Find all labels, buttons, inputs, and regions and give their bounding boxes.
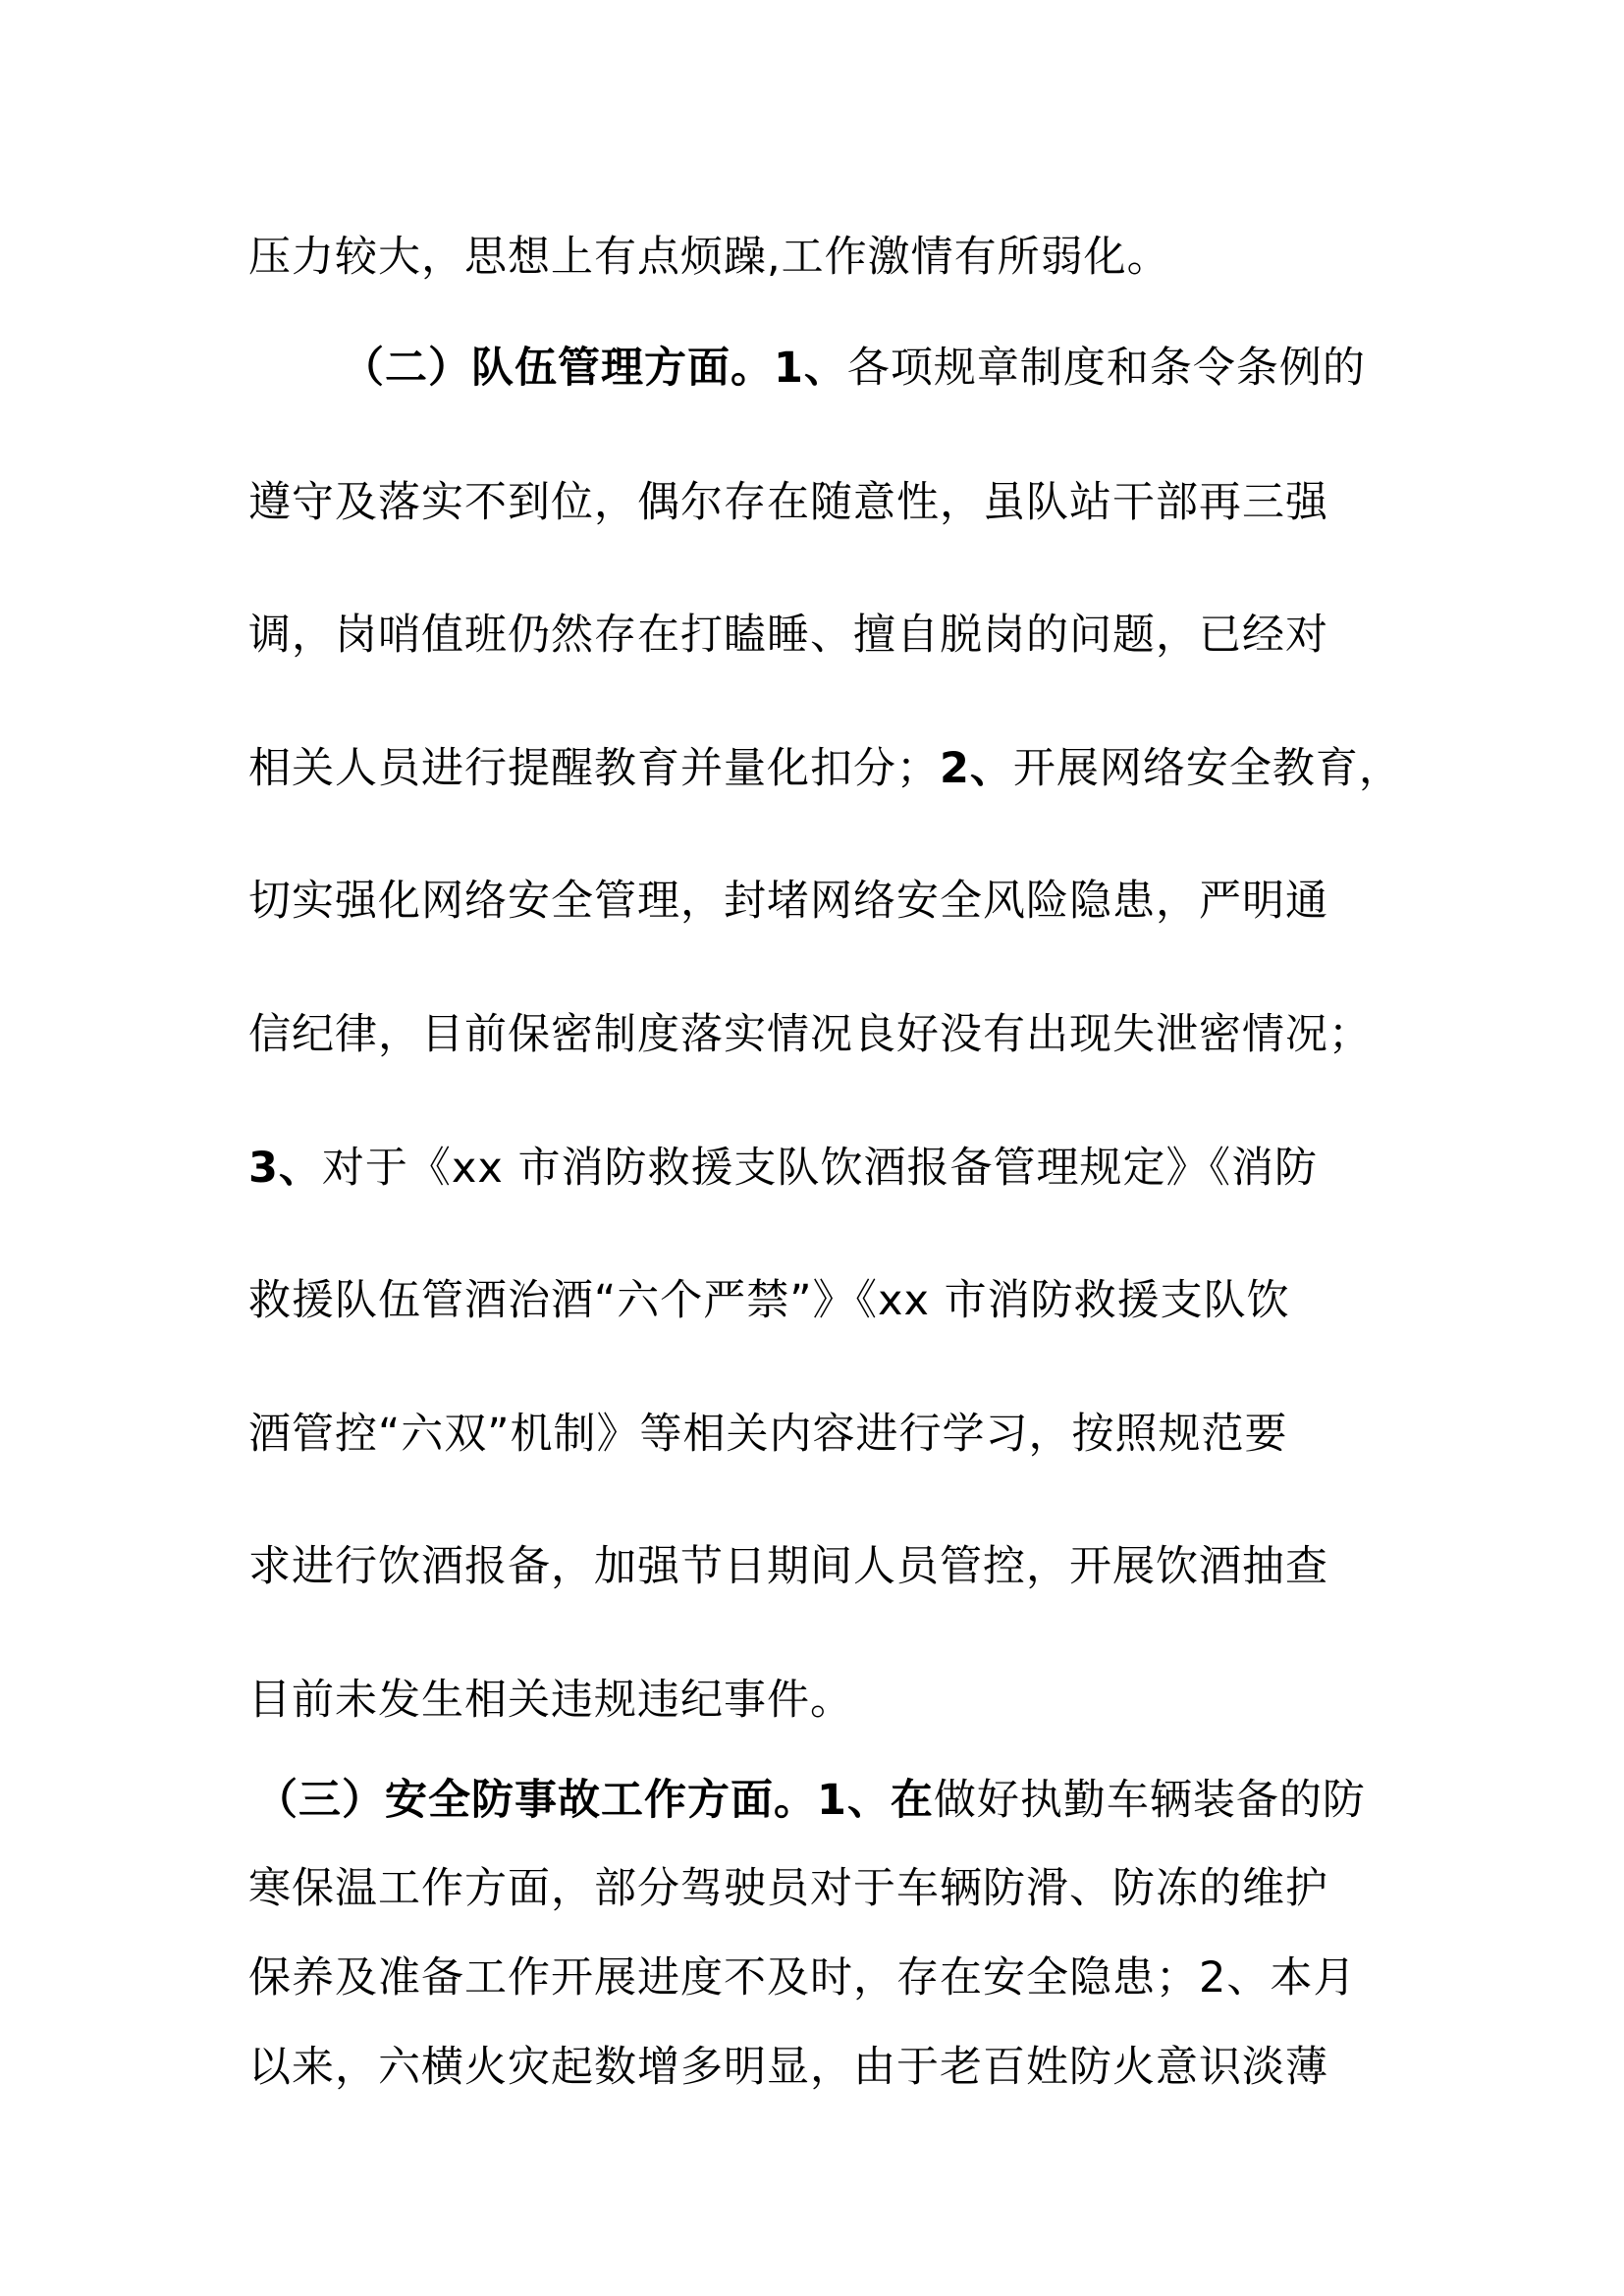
text-run: 调，岗哨值班仍然存在打瞌睡、擅自脱岗的问题，已经对 — [248, 611, 1328, 660]
text-run: 开展网络安全教育， — [1012, 744, 1402, 793]
paragraph-line — [248, 473, 1328, 532]
section-heading-line — [342, 339, 1366, 398]
section-heading-line — [255, 1771, 1366, 1830]
paragraph-line — [248, 1949, 1356, 2007]
text-run: 各项规章制度和条令条例的 — [846, 344, 1366, 393]
text-run: 遵守及落实不到位，偶尔存在随意性，虽队站干部再三强 — [248, 478, 1328, 527]
text-run: 信纪律，目前保密制度落实情况良好没有出现失泄密情况； — [248, 1010, 1372, 1059]
paragraph-line — [248, 1859, 1328, 1918]
item-number: 3、 — [248, 1144, 322, 1193]
section-heading: （二）队伍管理方面。1、 — [342, 344, 847, 393]
paragraph-line — [248, 2038, 1328, 2097]
paragraph-line — [248, 1671, 853, 1730]
text-run: 求进行饮酒报备，加强节日期间人员管控，开展饮酒抽查 — [248, 1542, 1328, 1591]
text-run: 做好执勤车辆装备的防 — [933, 1776, 1366, 1825]
text-run: 对于《xx 市消防救援支队饮酒报备管理规定》《消防 — [321, 1144, 1318, 1193]
text-run: 相关人员进行提醒教育并量化扣分； — [248, 744, 940, 793]
text-run: 寒保温工作方面，部分驾驶员对于车辆防滑、防冻的维护 — [248, 1864, 1328, 1913]
text-run: 压力较大，思想上有点烦躁,工作激情有所弱化。 — [248, 233, 1170, 282]
paragraph-line — [248, 739, 1402, 798]
text-run: 保养及准备工作开展进度不及时，存在安全隐患；2、本月 — [248, 1953, 1357, 2002]
paragraph-line — [248, 1271, 1290, 1330]
section-heading: （三）安全防事故工作方面。1、在 — [255, 1776, 934, 1825]
text-run: 救援队伍管酒治酒“六个严禁”》《xx 市消防救援支队饮 — [248, 1276, 1290, 1325]
paragraph-line — [248, 228, 1170, 287]
text-run: 目前未发生相关违规违纪事件。 — [248, 1676, 853, 1725]
paragraph-line — [248, 1405, 1288, 1464]
text-run: 以来，六横火灾起数增多明显，由于老百姓防火意识淡薄 — [248, 2043, 1328, 2092]
text-run: 切实强化网络安全管理，封堵网络安全风险隐患，严明通 — [248, 877, 1328, 926]
paragraph-line — [248, 872, 1328, 931]
paragraph-line — [248, 1139, 1318, 1198]
paragraph-line — [248, 1537, 1328, 1596]
text-run: 酒管控“六双”机制》等相关内容进行学习，按照规范要 — [248, 1410, 1288, 1459]
paragraph-line — [248, 1005, 1372, 1064]
paragraph-line — [248, 606, 1328, 665]
item-number: 2、 — [940, 744, 1013, 793]
